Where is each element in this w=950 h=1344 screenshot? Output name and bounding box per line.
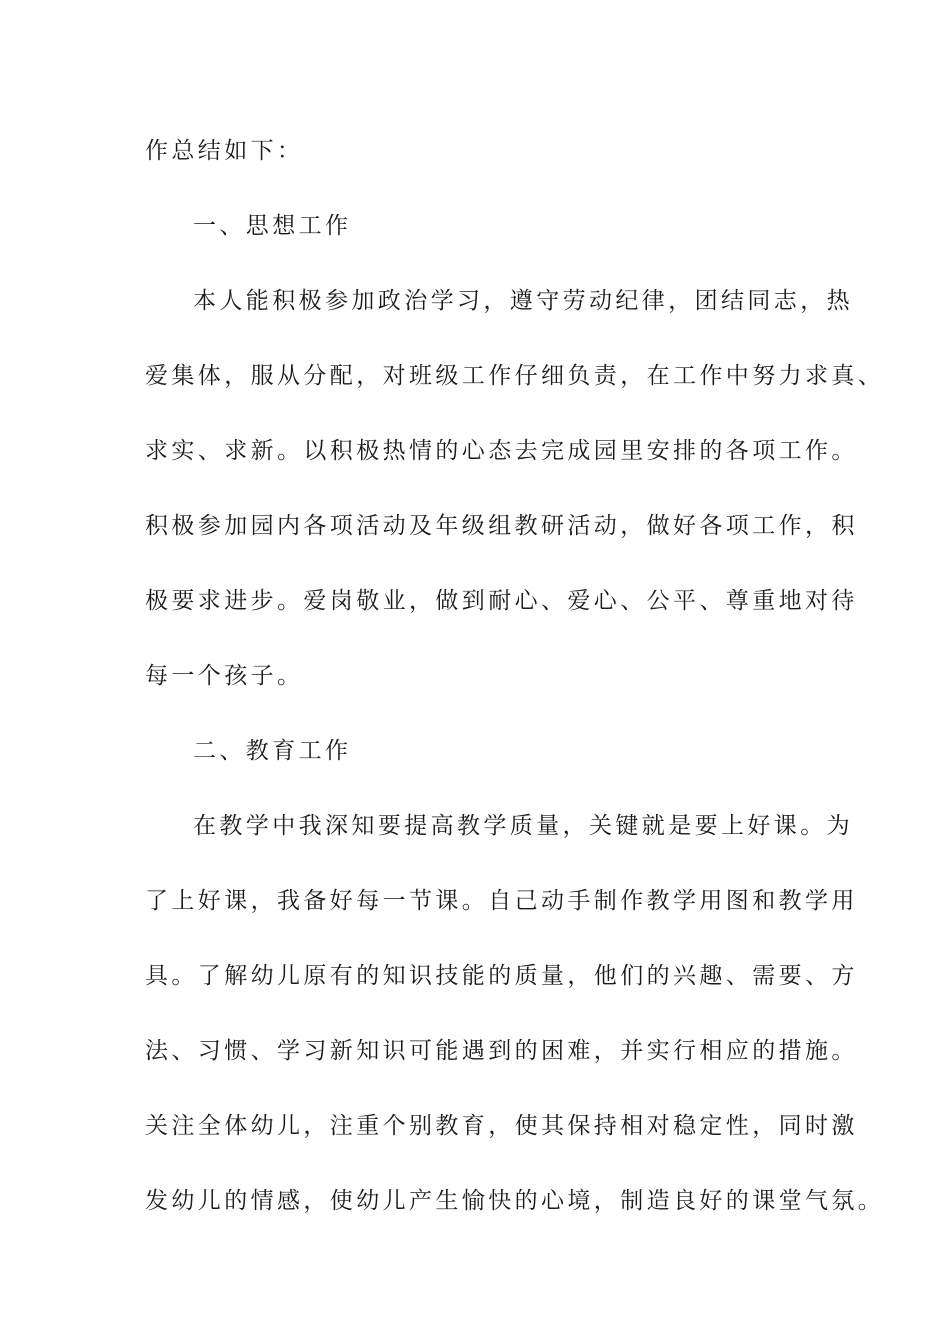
text-line: 爱集体，服从分配，对班级工作仔细负责，在工作中努力求真、 — [145, 363, 885, 389]
text-line: 积极参加园内各项活动及年级组教研活动，做好各项工作，积 — [145, 513, 858, 539]
paragraph-first-line: 在教学中我深知要提高教学质量，关键就是要上好课。为 — [193, 813, 853, 839]
text-line: 关注全体幼儿，注重个别教育，使其保持相对稳定性，同时激 — [145, 1113, 858, 1139]
text-line: 了上好课，我备好每一节课。自己动手制作教学用图和教学用 — [145, 888, 858, 914]
text-line: 每一个孩子。 — [145, 663, 304, 689]
section-heading: 一、思想工作 — [193, 213, 352, 239]
text-line: 极要求进步。爱岗敬业，做到耐心、爱心、公平、尊重地对待 — [145, 588, 858, 614]
section-heading: 二、教育工作 — [193, 738, 352, 764]
text-line: 法、习惯、学习新知识可能遇到的困难，并实行相应的措施。 — [145, 1038, 858, 1064]
text-line: 发幼儿的情感，使幼儿产生愉快的心境，制造良好的课堂气氛。 — [145, 1188, 885, 1214]
text-line: 具。了解幼儿原有的知识技能的质量，他们的兴趣、需要、方 — [145, 963, 858, 989]
paragraph-first-line: 本人能积极参加政治学习，遵守劳动纪律，团结同志，热 — [193, 288, 853, 314]
text-line: 求实、求新。以积极热情的心态去完成园里安排的各项工作。 — [145, 438, 858, 464]
text-line: 作总结如下： — [145, 138, 304, 164]
